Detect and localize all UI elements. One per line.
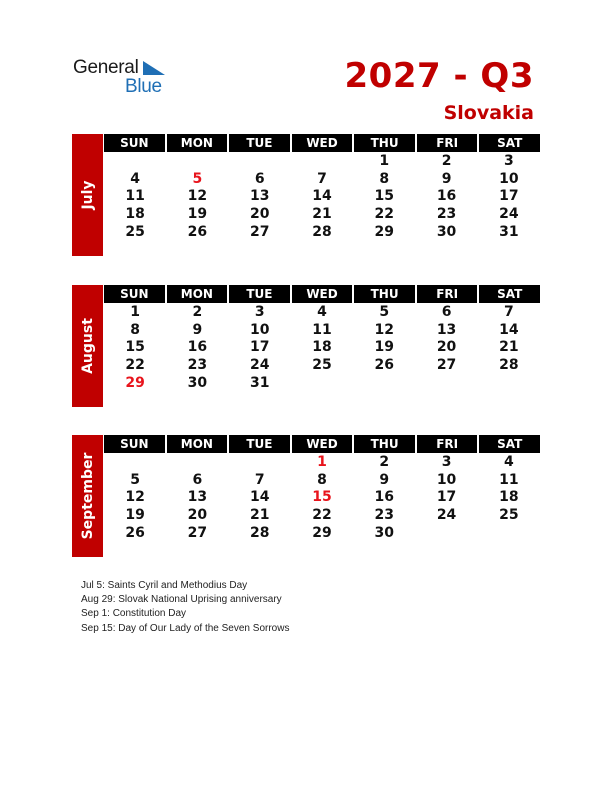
- page-title: 2027 - Q3: [344, 56, 534, 96]
- day-cell: 8: [317, 471, 327, 488]
- day-cell: 10: [249, 321, 270, 338]
- day-cell: 23: [187, 357, 208, 374]
- day-cell: 5: [379, 304, 390, 320]
- weekday-label: FRI: [417, 285, 480, 303]
- day-cell: 25: [312, 357, 332, 374]
- weekday-label: TUE: [229, 435, 292, 453]
- weekday-label: TUE: [229, 285, 292, 303]
- month-name: July: [79, 180, 96, 210]
- holiday-note: Sep 1: Constitution Day: [81, 608, 187, 620]
- day-cell: 14: [312, 188, 332, 205]
- weekday-label: THU: [354, 435, 417, 453]
- weekday-label: FRI: [417, 134, 480, 152]
- month-july: [72, 134, 540, 256]
- day-cell: 30: [374, 524, 395, 541]
- day-cell: 17: [249, 339, 270, 356]
- weekday-label: SUN: [104, 134, 167, 152]
- weekday-label: SAT: [479, 285, 540, 303]
- empty-cell: [166, 153, 228, 171]
- day-cell: 11: [312, 321, 332, 338]
- day-cell: 27: [249, 223, 270, 240]
- day-cell: 7: [254, 471, 265, 488]
- holiday-note: Aug 29: Slovak National Uprising anniversary: [81, 594, 282, 606]
- weekday-label: WED: [292, 435, 355, 453]
- day-cell: 12: [187, 188, 208, 205]
- holiday-day-cell: 5: [192, 170, 203, 187]
- weekday-label: SAT: [479, 134, 540, 152]
- day-cell: 25: [499, 507, 519, 524]
- day-cell: 28: [312, 223, 332, 240]
- holiday-day-cell: 29: [125, 374, 145, 391]
- day-cell: 26: [374, 357, 395, 374]
- day-cell: 12: [125, 489, 145, 506]
- empty-cell: [166, 454, 228, 472]
- day-cell: 28: [499, 357, 519, 374]
- day-cell: 27: [187, 524, 208, 541]
- day-cell: 17: [499, 188, 519, 205]
- day-cell: 2: [441, 153, 452, 169]
- weekday-label: TUE: [229, 134, 292, 152]
- day-cell: 24: [436, 507, 457, 524]
- day-cell: 16: [187, 339, 208, 356]
- day-cell: 7: [317, 170, 327, 187]
- weekday-label: SAT: [479, 435, 540, 453]
- weekday-label: MON: [167, 134, 230, 152]
- day-cell: 29: [312, 524, 332, 541]
- day-cell: 11: [499, 471, 519, 488]
- weekday-header: [104, 134, 540, 152]
- logo-text-general: General: [73, 57, 139, 78]
- day-cell: 6: [192, 471, 203, 488]
- month-label-bar: [72, 134, 103, 256]
- empty-cell: [104, 153, 166, 171]
- day-cell: 30: [436, 223, 457, 240]
- weekday-label: MON: [167, 435, 230, 453]
- day-cell: 21: [249, 507, 270, 524]
- day-cell: 16: [436, 188, 457, 205]
- day-cell: 15: [125, 339, 145, 356]
- day-cell: 6: [441, 304, 452, 320]
- weekday-label: FRI: [417, 435, 480, 453]
- day-cell: 4: [317, 304, 327, 320]
- day-grid: [104, 304, 540, 392]
- day-cell: 7: [503, 304, 514, 320]
- day-cell: 26: [125, 524, 145, 541]
- day-cell: 19: [374, 339, 395, 356]
- day-cell: 19: [125, 507, 145, 524]
- day-cell: 14: [499, 321, 519, 338]
- day-cell: 2: [192, 304, 203, 320]
- day-cell: 18: [499, 489, 519, 506]
- weekday-label: THU: [354, 285, 417, 303]
- day-cell: 13: [436, 321, 457, 338]
- day-cell: 9: [379, 471, 390, 488]
- day-cell: 26: [187, 223, 208, 240]
- day-cell: 20: [436, 339, 457, 356]
- day-grid: [104, 454, 540, 542]
- day-cell: 5: [130, 471, 141, 488]
- logo-triangle-icon: [143, 61, 165, 75]
- day-cell: 21: [312, 206, 332, 223]
- month-name: September: [79, 452, 96, 540]
- day-cell: 31: [249, 374, 270, 391]
- logo: [73, 58, 162, 96]
- empty-cell: [104, 454, 166, 472]
- day-cell: 4: [503, 454, 514, 470]
- day-cell: 30: [187, 374, 208, 391]
- day-cell: 15: [374, 188, 395, 205]
- day-cell: 13: [187, 489, 208, 506]
- day-cell: 22: [125, 357, 145, 374]
- weekday-label: WED: [292, 285, 355, 303]
- month-name: August: [79, 318, 96, 374]
- day-cell: 8: [130, 321, 141, 338]
- month-label-bar: [72, 285, 103, 407]
- empty-cell: [229, 454, 291, 472]
- month-september: [72, 435, 540, 557]
- weekday-label: THU: [354, 134, 417, 152]
- day-cell: 11: [125, 188, 145, 205]
- day-cell: 23: [436, 206, 457, 223]
- day-cell: 2: [379, 454, 390, 470]
- month-august: [72, 285, 540, 407]
- empty-cell: [291, 153, 353, 171]
- day-cell: 8: [379, 170, 390, 187]
- weekday-header: [104, 435, 540, 453]
- day-cell: 28: [249, 524, 270, 541]
- day-cell: 22: [312, 507, 332, 524]
- weekday-label: MON: [167, 285, 230, 303]
- holiday-day-cell: 15: [312, 489, 332, 506]
- day-cell: 23: [374, 507, 395, 524]
- day-grid: [104, 153, 540, 241]
- month-label-bar: [72, 435, 103, 557]
- day-cell: 16: [374, 489, 395, 506]
- day-cell: 6: [254, 170, 265, 187]
- day-cell: 31: [499, 223, 519, 240]
- day-cell: 10: [499, 170, 519, 187]
- day-cell: 10: [436, 471, 457, 488]
- weekday-label: WED: [292, 134, 355, 152]
- empty-cell: [229, 153, 291, 171]
- day-cell: 17: [436, 489, 457, 506]
- day-cell: 1: [379, 153, 390, 169]
- day-cell: 24: [499, 206, 519, 223]
- day-cell: 22: [374, 206, 395, 223]
- holiday-note: Jul 5: Saints Cyril and Methodius Day: [81, 580, 248, 591]
- day-cell: 18: [312, 339, 332, 356]
- day-cell: 9: [441, 170, 452, 187]
- holiday-notes: [81, 579, 289, 636]
- day-cell: 4: [130, 170, 141, 187]
- day-cell: 14: [249, 489, 270, 506]
- logo-text-blue: Blue: [125, 76, 162, 97]
- day-cell: 3: [503, 153, 514, 169]
- country-label: Slovakia: [443, 102, 534, 124]
- day-cell: 3: [441, 454, 452, 470]
- holiday-day-cell: 1: [317, 454, 327, 470]
- day-cell: 29: [374, 223, 395, 240]
- day-cell: 20: [187, 507, 208, 524]
- day-cell: 19: [187, 206, 208, 223]
- holiday-note: Sep 15: Day of Our Lady of the Seven Sorrows: [81, 622, 290, 634]
- day-cell: 9: [192, 321, 203, 338]
- day-cell: 21: [499, 339, 519, 356]
- weekday-label: SUN: [104, 285, 167, 303]
- day-cell: 20: [249, 206, 270, 223]
- day-cell: 1: [130, 304, 141, 320]
- day-cell: 27: [436, 357, 457, 374]
- day-cell: 18: [125, 206, 145, 223]
- weekday-header: [104, 285, 540, 303]
- day-cell: 3: [254, 304, 265, 320]
- day-cell: 12: [374, 321, 395, 338]
- day-cell: 13: [249, 188, 270, 205]
- day-cell: 25: [125, 223, 145, 240]
- weekday-label: SUN: [104, 435, 167, 453]
- day-cell: 24: [249, 357, 270, 374]
